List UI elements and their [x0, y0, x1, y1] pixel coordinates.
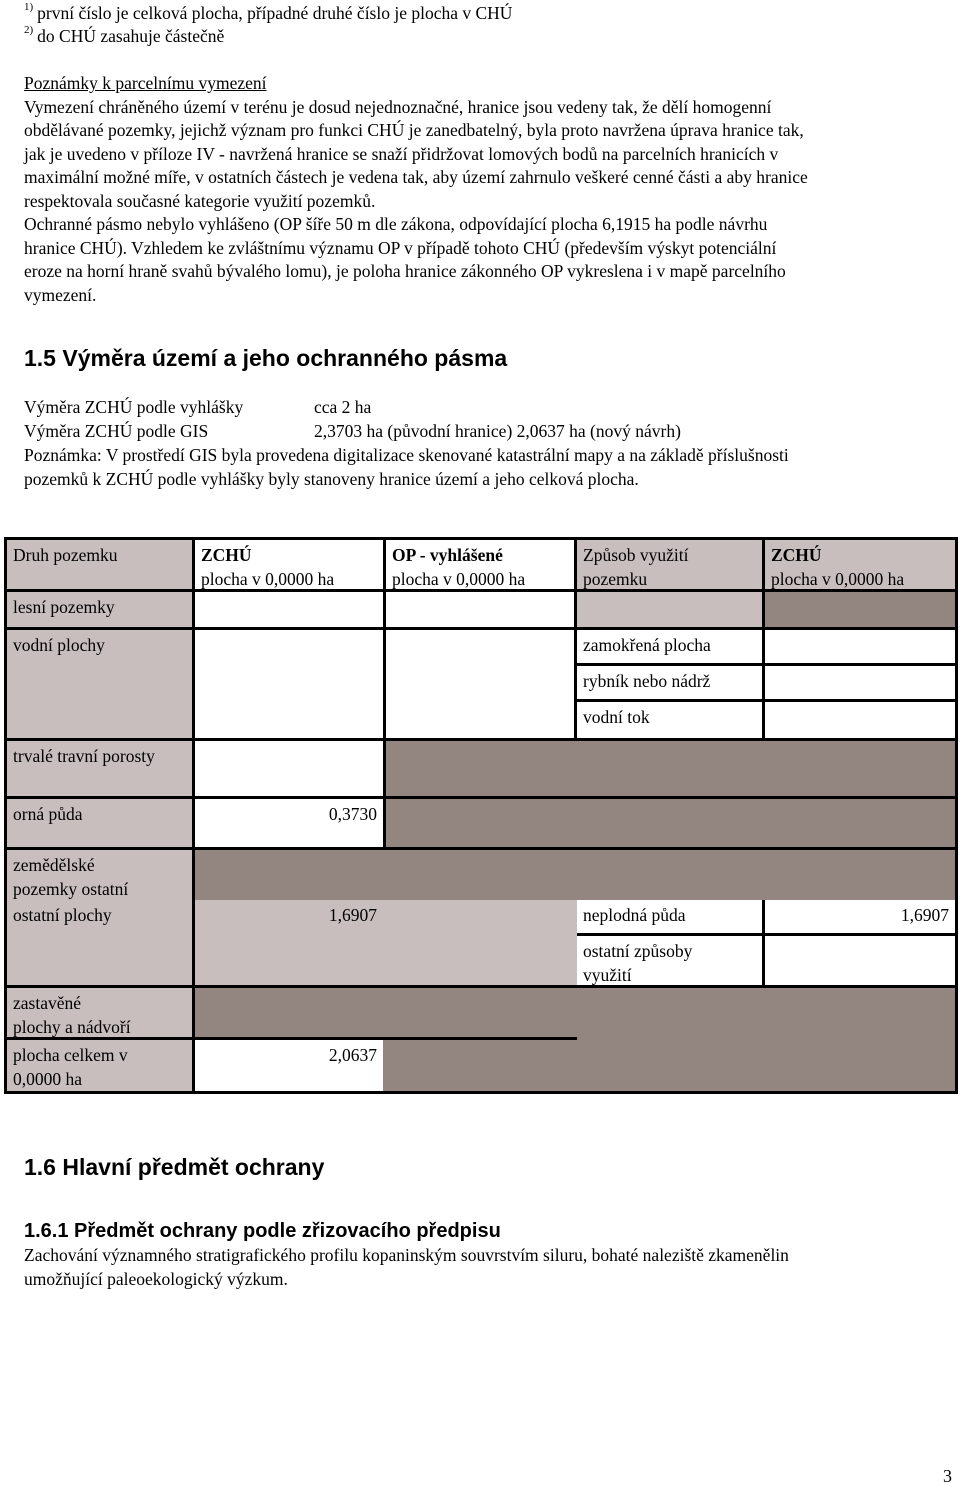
area-label: Výměra ZCHÚ podle vyhlášky: [24, 397, 244, 417]
usage-label: neplodná půda: [583, 905, 686, 925]
header-op-unit: plocha v 0,0000 ha: [392, 568, 526, 589]
area-note-line: pozemků k ZCHÚ podle vyhlášky byly stanoveny hranice území a jeho celková plocha.: [24, 468, 639, 489]
area-note: [24, 444, 954, 491]
header-zchu2-title: ZCHÚ: [771, 545, 822, 565]
usage-zamokrena: [577, 630, 762, 663]
header-op-title: OP - vyhlášené: [392, 545, 503, 565]
header-zpusob-line1: Způsob využití: [583, 545, 689, 565]
parcel-notes-line: eroze na horní hraně svahů bývalého lomu), je poloha hranice zákonného OP vykreslena i v mapě parcelního: [24, 261, 786, 281]
footnote-2-text: do CHÚ zasahuje částečně: [37, 26, 225, 46]
usage-label: vodní tok: [583, 707, 650, 727]
cell-value: 1,6907: [900, 905, 949, 925]
footnote-1: [24, 2, 512, 25]
section-1-6-1-text: [24, 1244, 954, 1291]
header-zchu: [195, 540, 383, 589]
usage-label: ostatní způsoby: [583, 941, 693, 961]
row-label: zastavěné: [13, 993, 82, 1013]
footnote-1-marker: 1): [24, 1, 34, 13]
parcel-notes: [24, 72, 954, 307]
parcel-notes-line: jak je uvedeno v příloze IV - navržená hranice se snaží přidržovat lomových bodů na parcelních hranicích v: [24, 143, 779, 164]
row-label: trvalé travní porosty: [13, 746, 155, 766]
row-label: plocha celkem v: [13, 1045, 128, 1065]
cell-empty: [383, 900, 577, 985]
row-orna: [7, 799, 192, 847]
cell-empty: [383, 1040, 577, 1091]
cell-value: 0,3730: [328, 804, 377, 824]
footnote-2: [24, 25, 224, 48]
footnote-1-text: první číslo je celková plocha, případné druhé číslo je plocha v CHÚ: [37, 3, 513, 23]
area-value: 2,3703 ha (původní hranice) 2,0637 ha (nový návrh): [314, 421, 681, 441]
row-label: zemědělské: [13, 855, 95, 875]
cell-empty: [195, 988, 577, 1037]
usage-label: rybník nebo nádrž: [583, 671, 711, 691]
row-zastavene: [7, 988, 192, 1037]
parcel-notes-line: hranice CHÚ). Vzhledem ke zvláštnímu významu OP v případě tohoto CHÚ (především výskyt potenciální: [24, 237, 777, 258]
row-label: ostatní plochy: [13, 905, 112, 925]
cell-celkem-value: [195, 1040, 383, 1091]
row-label: orná půda: [13, 804, 83, 824]
cell-empty: [386, 630, 574, 738]
usage-label: využití: [583, 964, 632, 985]
parcel-notes-line: respektovala současné kategorie využití pozemků.: [24, 190, 376, 211]
usage-neplodna-value: [765, 900, 955, 933]
usage-rybnik: [577, 666, 762, 699]
parcel-notes-heading: Poznámky k parcelnímu vymezení: [24, 73, 267, 93]
row-celkem: [7, 1040, 192, 1091]
header-op: [386, 540, 574, 589]
area-row-decree: [24, 396, 954, 420]
cell-value: 2,0637: [328, 1045, 377, 1065]
row-zemedelske: [7, 850, 192, 900]
cell-empty: [577, 592, 762, 627]
section-title-1-6: 1.6 Hlavní předmět ochrany: [24, 1154, 325, 1180]
cell-orna-value: [195, 799, 383, 847]
area-label: Výměra ZCHÚ podle GIS: [24, 421, 209, 441]
parcel-notes-line: Ochranné pásmo nebylo vyhlášeno (OP šíře 50 m dle zákona, odpovídající plocha 6,1915 ha podle návrhu: [24, 214, 768, 234]
row-label: 0,0000 ha: [13, 1068, 83, 1089]
row-vodni: [7, 630, 192, 738]
cell-empty: [195, 592, 383, 627]
cell-empty: [765, 630, 955, 663]
cell-empty: [386, 799, 955, 847]
cell-empty: [386, 592, 574, 627]
usage-ostatni-zpusoby: [577, 936, 762, 985]
cell-empty: [577, 988, 955, 1091]
usage-neplodna: [577, 900, 762, 933]
parcel-notes-line: maximální možné míře, v ostatních částech je vedena tak, aby území zahrnulo veškeré cenné části a aby hranice: [24, 167, 808, 187]
parcel-notes-line: obdělávané pozemky, jejichž význam pro funkci CHÚ je zanedbatelný, byla proto navržena úprava hranice tak,: [24, 120, 804, 140]
section-title-1-6-1: 1.6.1 Předmět ochrany podle zřizovacího předpisu: [24, 1220, 501, 1242]
footnote-2-marker: 2): [24, 24, 34, 36]
cell-empty: [195, 630, 383, 738]
header-zchu-unit: plocha v 0,0000 ha: [201, 568, 335, 589]
row-label: plochy a nádvoří: [13, 1016, 131, 1037]
parcel-notes-line: Vymezení chráněného území v terénu je dosud nejednoznačné, hranice jsou vedeny tak, že dělí homogenní: [24, 96, 772, 117]
cell-empty: [765, 702, 955, 738]
header-druh-text: Druh pozemku: [13, 545, 118, 565]
land-use-table: [4, 537, 958, 1094]
cell-ostatni-value: [195, 900, 383, 985]
usage-label: zamokřená plocha: [583, 635, 711, 655]
header-zpusob: [577, 540, 762, 589]
cell-empty: [195, 850, 955, 900]
cell-empty: [386, 741, 955, 796]
header-zchu-title: ZCHÚ: [201, 545, 252, 565]
row-label: lesní pozemky: [13, 597, 115, 617]
row-label: pozemky ostatní: [13, 878, 129, 899]
area-value: cca 2 ha: [314, 397, 372, 417]
cell-empty: [765, 666, 955, 699]
row-trvale: [7, 741, 192, 796]
cell-empty: [195, 741, 383, 796]
header-zchu2: [765, 540, 955, 589]
section-1-6-1-line: Zachování významného stratigrafického profilu kopaninským souvrstvím siluru, bohaté naleziště zkamenělin: [24, 1245, 789, 1265]
header-druh: [7, 540, 192, 589]
cell-empty: [765, 592, 955, 627]
page-number: 3: [943, 1466, 952, 1486]
section-1-6-1-line: umožňující paleoekologický výzkum.: [24, 1268, 288, 1289]
cell-value: 1,6907: [328, 905, 377, 925]
parcel-notes-line: vymezení.: [24, 284, 97, 305]
row-lesni: [7, 592, 192, 627]
row-ostatni: [7, 900, 192, 985]
usage-vodni-tok: [577, 702, 762, 738]
row-label: vodní plochy: [13, 635, 105, 655]
header-zchu2-unit: plocha v 0,0000 ha: [771, 568, 905, 589]
cell-empty: [765, 936, 955, 985]
section-title-1-5: 1.5 Výměra území a jeho ochranného pásma: [24, 345, 508, 371]
header-zpusob-line2: pozemku: [583, 568, 648, 589]
area-note-line: Poznámka: V prostředí GIS byla provedena digitalizace skenované katastrální mapy a na základě příslušnosti: [24, 445, 789, 465]
area-row-gis: [24, 420, 954, 444]
